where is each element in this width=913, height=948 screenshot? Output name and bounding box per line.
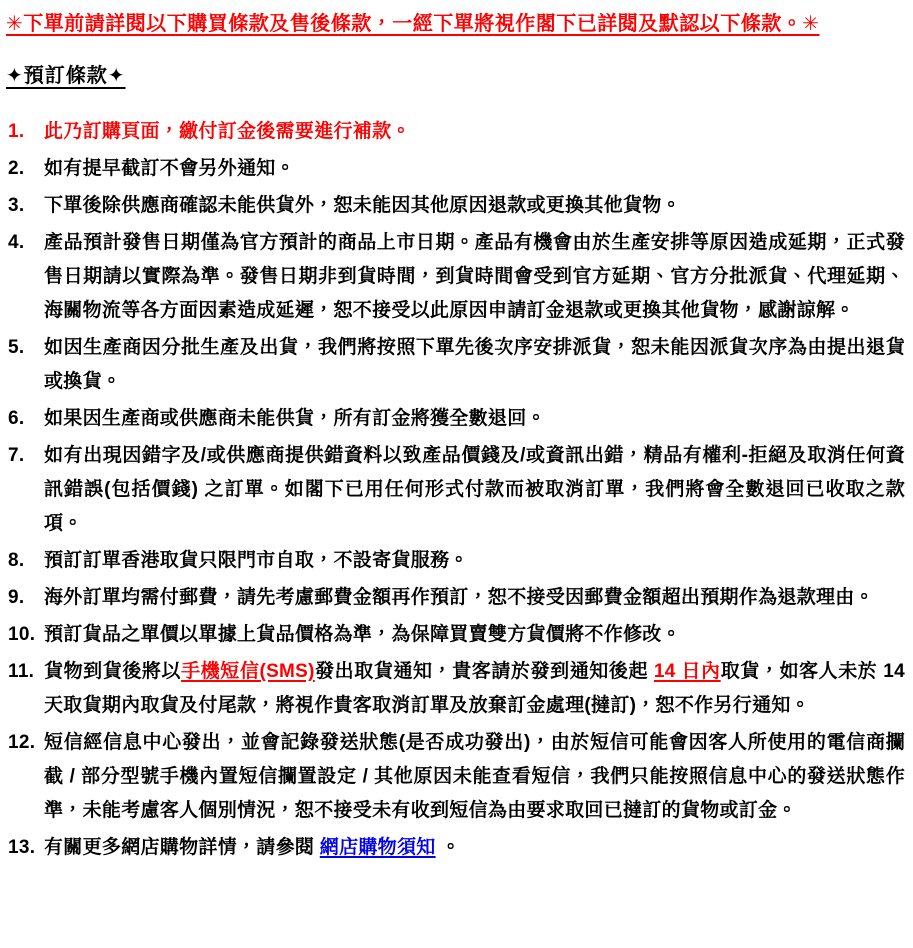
term-text: 。: [435, 837, 461, 858]
term-number: 7.: [8, 445, 25, 466]
term-item: [6, 655, 905, 723]
term-number: 4.: [8, 232, 25, 253]
term-item: [6, 726, 905, 828]
term-text: 預訂貨品之單價以單據上貨品價格為準，為保障買賣雙方貨價將不作修改。: [44, 624, 681, 645]
term-item: [6, 189, 905, 223]
term-text: 如有出現因錯字及/或供應商提供錯資料以致產品價錢及/或資訊出錯，精品有權利-拒絕及取消任何資訊錯誤(包括價錢) 之訂單。如閣下已用任何形式付款而被取消訂單，我們將會全數退回已收取之款項。: [44, 445, 905, 534]
term-text: 如有提早截訂不會另外通知。: [44, 158, 295, 179]
term-number: 13.: [8, 837, 36, 858]
term-item: [6, 618, 905, 652]
term-number: 3.: [8, 195, 25, 216]
section-heading-row: [6, 63, 905, 89]
term-text: 短信經信息中心發出，並會記錄發送狀態(是否成功發出)，由於短信可能會因客人所使用的電信商攔截 / 部分型號手機內置短信攔置設定 / 其他原因未能查看短信，我們只能按照信息中心的發送狀態作準，未能考慮客人個別情況，恕不接受未有收到短信為由要求取回已撻訂的貨物或訂金。: [44, 732, 905, 821]
term-text: 取貨，如客人未於 14 天取貨期內取貨及付尾款，將視作貴客取消訂單及放棄訂金處理(撻訂)，恕不作另行通知。: [44, 661, 905, 716]
term-text: 如果因生產商或供應商未能供貨，所有訂金將獲全數退回。: [44, 408, 546, 429]
term-text: 如因生產商因分批生產及出貨，我們將按照下單先後次序安排派貨，恕未能因派貨次序為由提出退貨或換貨。: [44, 337, 905, 392]
term-item: [6, 581, 905, 615]
pickup-deadline-highlight: 14 日內: [653, 661, 721, 682]
term-text: 產品預計發售日期僅為官方預計的商品上市日期。產品有機會由於生產安排等原因造成延期，正式發售日期請以實際為準。發售日期非到貨時間，到貨時間會受到官方延期、官方分批派貨、代理延期、海關物流等各方面因素造成延遲，恕不接受以此原因申請訂金退款或更換其他貨物，感謝諒解。: [44, 232, 905, 321]
term-number: 1.: [8, 121, 25, 142]
pre-order-warning-banner: ✳下單前請詳閱以下購買條款及售後條款，一經下單將視作閣下已詳閱及默認以下條款。✳: [6, 13, 820, 35]
term-item: [6, 152, 905, 186]
sms-notice-highlight: 手機短信(SMS): [181, 661, 315, 682]
term-text: 預訂訂單香港取貨只限門市自取，不設寄貨服務。: [44, 550, 469, 571]
term-number: 9.: [8, 587, 25, 608]
term-item: [6, 226, 905, 328]
term-text: 此乃訂購頁面，繳付訂金後需要進行補款。: [44, 121, 411, 142]
term-text: 海外訂單均需付郵費，請先考慮郵費金額再作預訂，恕不接受因郵費金額超出預期作為退款理由。: [44, 587, 874, 608]
term-item: [6, 439, 905, 541]
term-item: [6, 831, 905, 865]
term-item: [6, 402, 905, 436]
term-item: [6, 331, 905, 399]
term-number: 11.: [8, 661, 35, 682]
term-item: [6, 544, 905, 578]
store-shopping-guide-link[interactable]: 網店購物須知: [319, 837, 436, 858]
terms-list: [6, 115, 905, 865]
term-number: 5.: [8, 337, 25, 358]
term-text: 下單後除供應商確認未能供貨外，恕未能因其他原因退款或更換其他貨物。: [44, 195, 681, 216]
section-title-preorder-terms: ✦預訂條款✦: [6, 65, 126, 87]
term-item: [6, 115, 905, 149]
term-number: 10.: [8, 624, 36, 645]
term-number: 6.: [8, 408, 25, 429]
term-text: 有關更多網店購物詳情，請參閱: [44, 837, 320, 858]
term-number: 12.: [8, 732, 36, 753]
term-text: 貨物到貨後將以: [44, 661, 182, 682]
term-number: 2.: [8, 158, 25, 179]
term-number: 8.: [8, 550, 25, 571]
term-text: 發出取貨通知，貴客請於發到通知後起: [314, 661, 654, 682]
